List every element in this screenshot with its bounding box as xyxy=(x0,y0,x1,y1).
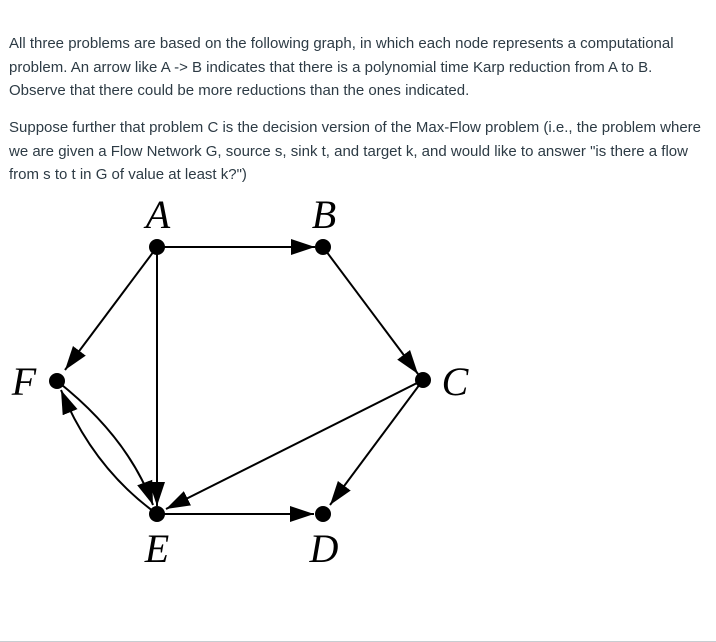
node-label-a: A xyxy=(145,192,171,237)
node-label-f: F xyxy=(11,359,37,404)
node-c xyxy=(415,372,431,388)
node-f xyxy=(49,373,65,389)
edge-c-to-e xyxy=(166,380,423,509)
node-label-c: C xyxy=(441,359,469,404)
node-label-e: E xyxy=(144,526,170,571)
edge-e-to-f xyxy=(61,390,157,514)
problem-intro-paragraph: All three problems are based on the following graph, in which each node represents a computational problem. An arrow like A -> B indicates that there is a polynomial time Karp reduction from A to B. Observe that there could be more reductions than the ones indicated. xyxy=(9,35,674,99)
node-e xyxy=(149,506,165,522)
node-d xyxy=(315,506,331,522)
reduction-graph xyxy=(0,190,716,590)
edge-c-to-d xyxy=(330,380,423,505)
node-a xyxy=(149,239,165,255)
edge-f-to-e xyxy=(57,381,153,505)
node-b xyxy=(315,239,331,255)
edge-a-to-f xyxy=(65,247,157,370)
edge-b-to-c xyxy=(323,247,418,374)
max-flow-assumption-paragraph: Suppose further that problem C is the decision version of the Max-Flow problem (i.e., the problem where we are given a Flow Network G, source s, sink t, and target k, and would like to answer "is there a flow from s to t in G of value at least k?") xyxy=(9,119,701,183)
node-label-d: D xyxy=(309,526,339,571)
node-label-b: B xyxy=(311,192,337,237)
